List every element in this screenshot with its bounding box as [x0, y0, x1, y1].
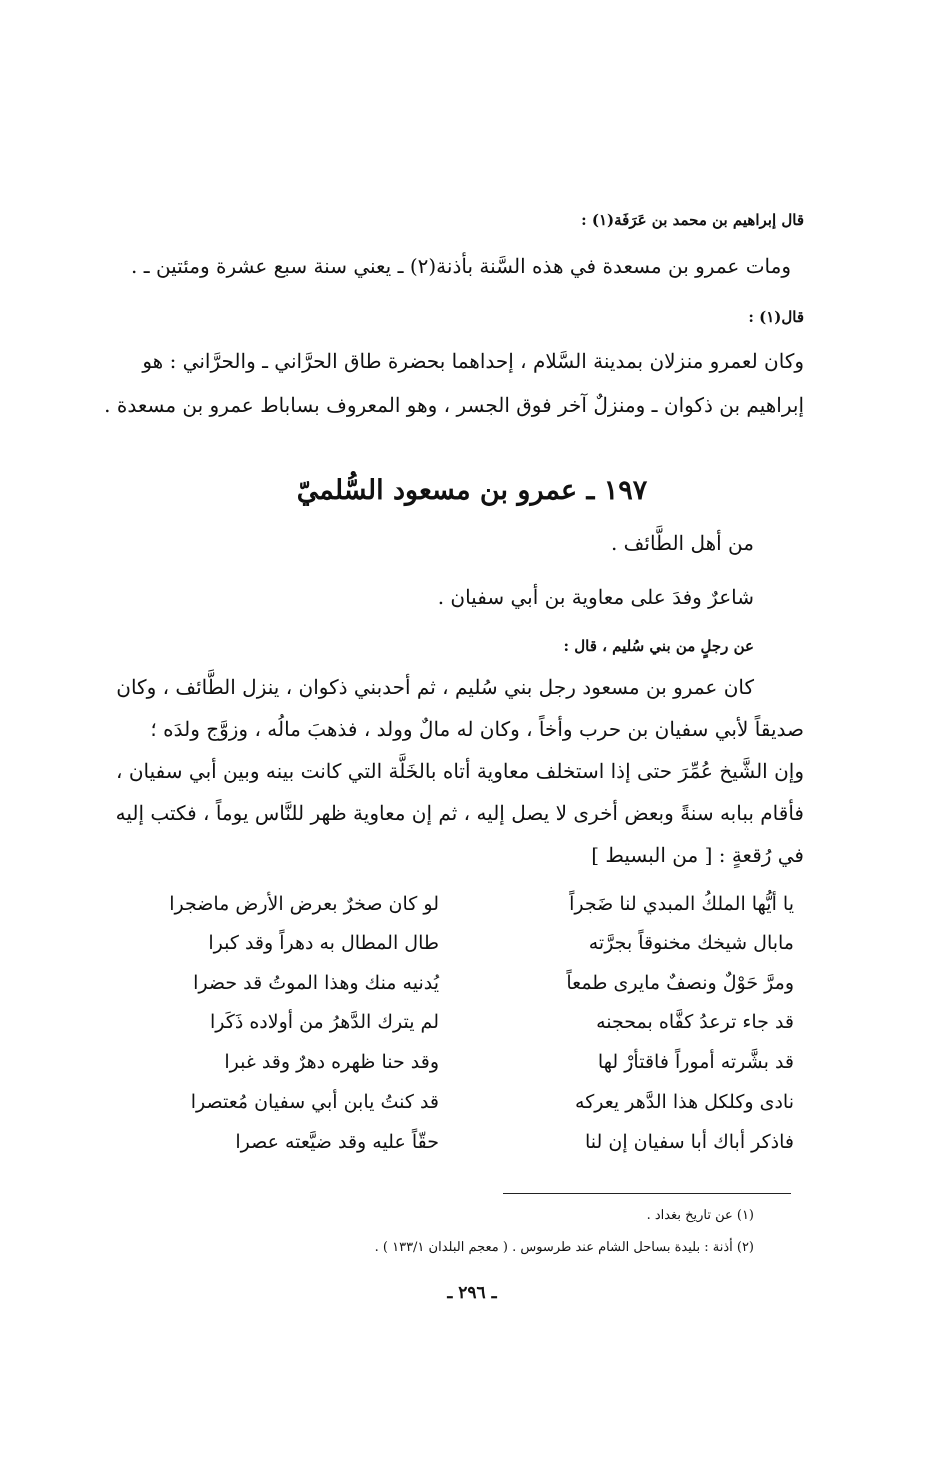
entry-title: ١٩٧ ـ عمرو بن مسعود السُّلميّ — [296, 475, 648, 506]
poem-hemistich-right: نادى وكلكل هذا الدَّهر يعركه — [575, 1091, 794, 1113]
poem-hemistich-left: لو كان صخرٌ بعرض الأرض ماضجرا — [169, 893, 439, 915]
poem-hemistich-right: قد بشَّرته أموراً فاقتأرْ لها — [597, 1051, 794, 1073]
entry-origin: من أهل الطَّائف . — [610, 531, 754, 555]
story-line: كان عمرو بن مسعود رجل بني سُليم ، ثم أحدبني ذكوان ، ينزل الطَّائف ، وكان — [116, 675, 754, 699]
story-line: صديقاً لأبي سفيان بن حرب وأخاً ، وكان له مالٌ وولد ، فذهبَ مالُه ، وزوَّج ولدَه ؛ — [150, 717, 804, 741]
footnote-divider — [503, 1193, 791, 1194]
intro-heading: قال إبراهيم بن محمد بن عَرَفَة(١) : — [581, 211, 804, 229]
qala-text-line-2: إبراهيم بن ذكوان ـ ومنزلٌ آخر فوق الجسر ، وهو المعروف بساباط عمرو بن مسعدة . — [104, 393, 804, 417]
poem-hemistich-left: لم يترك الدَّهرُ من أولاده ذَكَرا — [210, 1011, 439, 1033]
page-number: ـ ٢٩٦ ـ — [447, 1283, 497, 1303]
story-line: وإن الشَّيخ عُمِّرَ حتى إذا استخلف معاوية أتاه بالخَلَّة التي كانت بينه وبين أبي سفيان ، — [116, 759, 804, 783]
poem-hemistich-right: مابال شيخك مخنوقاً بجرَّته — [588, 932, 794, 954]
poem-hemistich-right: يا أيُّها الملكُ المبدي لنا ضَجراً — [569, 893, 794, 915]
footnote: (٢) أذنة : بليدة بساحل الشام عند طرسوس . ( معجم البلدان ١٣٣/١ ) . — [374, 1240, 754, 1255]
poem-hemistich-left: طال المطال به دهراً وقد كبرا — [208, 932, 439, 954]
story-line: فأقام ببابه سنةً وبعض أخرى لا يصل إليه ، ثم إن معاوية ظهر للنَّاس يوماً ، فكتب إليه — [115, 801, 804, 825]
narrator-heading: عن رجلٍ من بني سُليم ، قال : — [563, 637, 754, 655]
poem-hemistich-right: قد جاء ترعدُ كفَّاه بمحجنه — [596, 1011, 794, 1033]
poem-hemistich-right: ومرَّ حَوْلٌ ونصفٌ مايرى طمعاً — [566, 972, 794, 994]
poem-hemistich-left: وقد حنا ظهره دهرٌ وقد غبرا — [224, 1051, 439, 1073]
qala-heading: قال(١) : — [748, 308, 804, 326]
qala-text-line-1: وكان لعمرو منزلان بمدينة السَّلام ، إحداهما بحضرة طاق الحرَّاني ـ والحرَّاني : هو — [142, 349, 804, 373]
story-line: في رُقعةٍ : [ من البسيط ] — [591, 843, 804, 867]
poem-hemistich-left: حقّاً عليه وقد ضيَّعته عصرا — [235, 1131, 439, 1153]
poem-hemistich-left: قد كنتُ يابن أبي سفيان مُعتصرا — [190, 1091, 439, 1113]
poem-hemistich-right: فاذكر أباك أبا سفيان إن لنا — [585, 1131, 794, 1153]
footnote: (١) عن تاريخ بغداد . — [646, 1208, 754, 1223]
poem-hemistich-left: يُدنيه منك وهذا الموتُ قد حضرا — [193, 972, 439, 994]
entry-description: شاعرٌ وفدَ على معاوية بن أبي سفيان . — [437, 585, 754, 609]
intro-text: ومات عمرو بن مسعدة في هذه السَّنة بأذنة(٢) ـ يعني سنة سبع عشرة ومئتين ـ . — [131, 254, 791, 278]
